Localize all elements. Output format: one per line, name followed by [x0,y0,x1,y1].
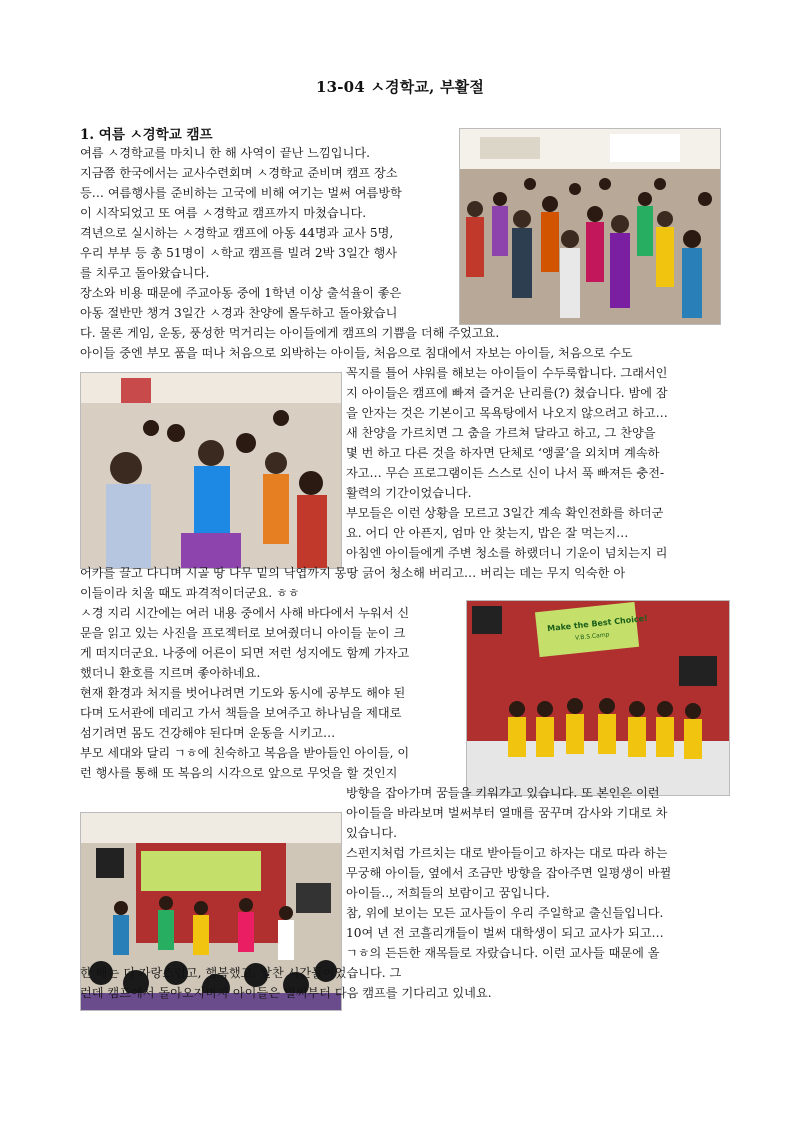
text-line: 이들이라 치울 때도 파격적이더군요. ㅎㅎ [80,586,300,600]
banner-text: Make the Best Choice! [546,613,649,634]
text-line: 를 치루고 돌아왔습니다. [80,266,210,280]
banner-subtext: V.B.S.Camp [574,631,610,642]
text-line: 한 해는 더 자랑스럽고, 행복했고, 알찬 시간들이었습니다. 그 [80,966,402,980]
text-line: 방향을 잡아가며 꿈들을 키워가고 있습니다. 또 본인은 이런 [346,786,660,800]
text-line: 부모들은 이런 상황을 모르고 3일간 계속 확인전화를 하더군 [346,506,664,520]
text-line: 아이들 중엔 부모 품을 떠나 처음으로 외박하는 아이들, 처음으로 침대에서 자보는 아이들, 처음으로 수도 [80,346,633,360]
text-line: 어카를 끌고 다니며 시골 땅 나무 밑의 낙엽까지 몽땅 긁어 청소해 버리고… 버리는 데는 무지 익숙한 아 [80,566,626,580]
text-line: 등… 여름행사를 준비하는 고국에 비해 여기는 벌써 여름방학 [80,186,402,200]
text-line: 꼭지를 틀어 샤워를 해보는 아이들이 수두룩합니다. 그래서인 [346,366,668,380]
text-line: 했더니 환호를 지르며 좋아하네요. [80,666,261,680]
text-line: 게 떠지더군요. 나중에 어른이 되면 저런 성지에도 함께 가자고 [80,646,410,660]
text-line: 지금쯤 한국에서는 교사수련회며 ㅅ경학교 준비며 캠프 장소 [80,166,398,180]
text-line: 요. 어디 안 아픈지, 엄마 안 찾는지, 밥은 잘 먹는지… [346,526,629,540]
text-line: 자고… 무슨 프로그램이든 스스로 신이 나서 푹 빠져든 충전- [346,466,665,480]
text-line: 다며 도서관에 데리고 가서 책들을 보여주고 하나님을 제대로 [80,706,402,720]
text-line: 활력의 기간이었습니다. [346,486,472,500]
photo-children-crowd [459,128,721,325]
text-line: 여름 ㅅ경학교를 마치니 한 해 사역이 끝난 느낌입니다. [80,146,371,160]
section-heading: 1. 여름 ㅅ경학교 캠프 [80,127,213,143]
page-title: 13-04 ㅅ경학교, 부활절 [315,78,485,96]
text-line: 우리 부부 등 총 51명이 ㅅ학교 캠프를 빌려 2박 3일간 행사 [80,246,397,260]
text-line: 무궁해 아이들, 옆에서 조금만 방향을 잡아주면 일평생이 바뀔 [346,866,672,880]
text-line: 다. 물론 게임, 운동, 풍성한 먹거리는 아이들에게 캠프의 기쁨을 더해 주었고요. [80,326,500,340]
text-line: 문을 읽고 있는 사진을 프로젝터로 보여줬더니 아이들 눈이 크 [80,626,406,640]
text-line: 격년으로 실시하는 ㅅ경학교 캠프에 아동 44명과 교사 5명, [80,226,394,240]
text-line: 아동 절반만 챙겨 3일간 ㅅ경과 찬양에 몰두하고 돌아왔습니 [80,306,398,320]
text-line: 을 안자는 것은 기본이고 목욕탕에서 나오지 않으려고 하고… [346,406,668,420]
text-line: 런 행사를 통해 또 복음의 시각으로 앞으로 무엇을 할 것인지 [80,766,398,780]
text-line: 이 시작되었고 또 여름 ㅅ경학교 캠프까지 마쳤습니다. [80,206,367,220]
text-line: 아침엔 아이들에게 주변 청소를 하랬더니 기운이 넘치는지 리 [346,546,668,560]
text-line: 아이들.., 저희들의 보람이고 꿈입니다. [346,886,550,900]
text-line: 참, 위에 보이는 모든 교사들이 우리 주일학교 출신들입니다. [346,906,664,920]
text-line: ㅅ경 지리 시간에는 여러 내용 중에서 사해 바다에서 누워서 신 [80,606,410,620]
text-line: 부모 세대와 달리 ㄱㅎ에 친숙하고 복음을 받아들인 아이들, 이 [80,746,410,760]
text-line: ㄱㅎ의 든든한 재목들로 자랐습니다. 이런 교사들 때문에 올 [346,946,660,960]
text-line: 아이들을 바라보며 벌써부터 열매를 꿈꾸며 감사와 기대로 차 [346,806,668,820]
text-line: 런데 캠프에서 돌아오자마자 아이들은 벌써부터 다음 캠프를 기다리고 있네요. [80,986,492,1000]
text-line: 섬기려면 몸도 건강해야 된다며 운동을 시키고… [80,726,336,740]
text-line: 새 찬양을 가르치면 그 춤을 가르쳐 달라고 하고, 그 찬양을 [346,426,656,440]
text-line: 있습니다. [346,826,397,840]
text-line: 장소와 비용 때문에 주교아동 중에 1학년 이상 출석율이 좋은 [80,286,402,300]
photo-children-laughing [80,372,342,569]
text-line: 10여 년 전 코흘리개들이 벌써 대학생이 되고 교사가 되고… [346,926,664,940]
text-line: 스펀지처럼 가르치는 대로 받아들이고 하자는 대로 따라 하는 [346,846,668,860]
text-line: 지 아이들은 캠프에 빠져 즐거운 난리를(?) 쳤습니다. 밤에 잠 [346,386,668,400]
text-line: 현재 환경과 처지를 벗어나려면 기도와 동시에 공부도 해야 된 [80,686,406,700]
photo-teachers-stage [466,600,730,796]
text-line: 몇 번 하고 다른 것을 하자면 단체로 ‘앵콜’을 외치며 계속하 [346,446,660,460]
